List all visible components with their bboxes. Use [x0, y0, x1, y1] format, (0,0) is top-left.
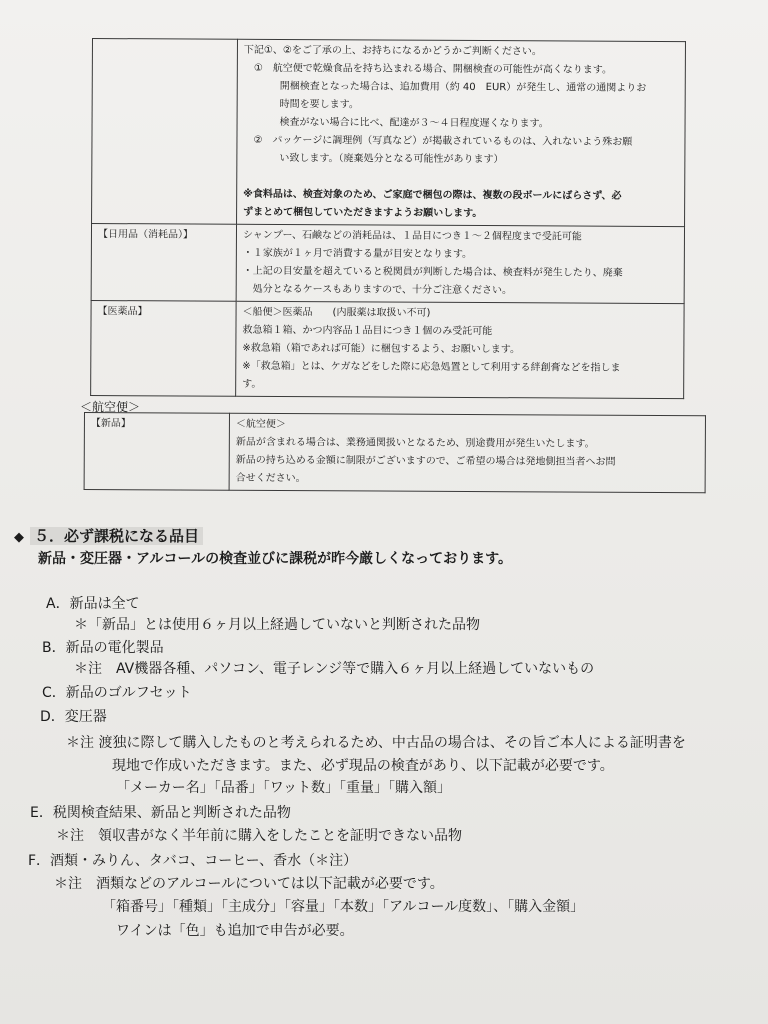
detail-line: ① 航空便で乾燥食品を持ち込まれる場合、開梱検査の可能性が高くなります。: [253, 62, 613, 76]
detail-line: シャンプー、石鹸などの消耗品は、１品目につき１～２個程度まで受託可能: [242, 229, 582, 243]
taxable-item-line: 現地で作成いただきます。また、必ず現品の検査があり、以下記載が必要です。: [112, 758, 614, 774]
detail-line: ＜航空便＞: [235, 418, 286, 431]
detail-line: ※救急箱（箱であれば可能）に梱包するよう、お願いします。: [242, 342, 520, 356]
detail-line: ずまとめて梱包していただきますようお願いします。: [243, 206, 483, 220]
detail-line: ・上記の目安量を超えていると税関員が判断した場合は、検査料が発生したり、廃棄: [242, 265, 623, 279]
detail-line: 合せください。: [235, 472, 306, 485]
taxable-item-line: E．税関検査結果、新品と判断された品物: [30, 805, 291, 821]
taxable-item-line: A．新品は全て: [46, 596, 140, 612]
detail-line: 検査がない場合に比べ、配達が３～４日程度遅くなります。: [279, 116, 549, 130]
taxable-item-line: ＊注 領収書がなく半年前に購入をしたことを証明できない品物: [56, 828, 462, 844]
taxable-item-line: B．新品の電化製品: [42, 640, 164, 656]
detail-line: ＜船便＞医薬品 (内服薬は取扱い不可): [242, 306, 431, 319]
detail-line: い致します。（廃棄処分となる可能性があります）: [279, 152, 504, 166]
detail-line: 処分となるケースもありますので、十分ご注意ください。: [252, 283, 513, 297]
taxable-item-line: 「箱番号」「種類」「主成分」「容量」「本数」「アルコール度数」、「購入金額」: [102, 899, 585, 915]
detail-line: 新品の持ち込める金額に制限がございますので、ご希望の場合は発地側担当者へお問: [235, 454, 616, 468]
category-cell: 【新品】: [84, 413, 229, 491]
taxable-item-line: D．変圧器: [40, 709, 107, 725]
taxable-item-line: ＊「新品」とは使用６ヶ月以上経過していないと判断された品物: [74, 617, 480, 633]
detail-line: ※「救急箱」とは、ケガなどをした際に応急処置として利用する絆創膏などを指しま: [242, 360, 621, 374]
category-cell: 【日用品（消耗品）】: [91, 224, 236, 302]
section-title-text: ５．必ず課税になる品目: [30, 527, 203, 545]
detail-line: ② パッケージに調理例（写真など）が掲載されているものは、入れないよう殊お願: [253, 134, 633, 148]
taxable-item-line: ワインは「色」も追加で申告が必要。: [116, 923, 354, 939]
detail-line: 時間を要します。: [279, 98, 359, 111]
taxable-item-line: 「メーカー名」「品番」「ワット数」「重量」「購入額」: [116, 780, 452, 796]
section-subtitle: 新品・変圧器・アルコールの検査並びに課税が昨今厳しくなっております。: [38, 551, 513, 567]
detail-line: す。: [242, 378, 262, 390]
taxable-item-line: ＊注 酒類などのアルコールについては以下記載が必要です。: [54, 876, 444, 892]
taxable-item-line: C．新品のゴルフセット: [42, 685, 192, 701]
detail-line: ・１家族が１ヶ月で消費する量が目安となります。: [242, 247, 473, 260]
detail-line: ※食料品は、検査対象のため、ご家庭で梱包の際は、複数の段ボールにばらさず、必: [243, 188, 622, 202]
section-title: [14, 525, 203, 546]
taxable-item-line: F．酒類・みりん、タバコ、コーヒー、香水（＊注）: [28, 853, 358, 869]
detail-line: 開梱検査となった場合は、追加費用（約 40 EUR）が発生し、通常の通関よりお: [279, 80, 647, 94]
air-freight-label: ＜航空便＞: [80, 400, 141, 414]
detail-line: 救急箱１箱、かつ内容品１品目につき１個のみ受託可能: [242, 324, 493, 338]
detail-line: 新品が含まれる場合は、業務通関扱いとなるため、別途費用が発生いたします。: [235, 436, 595, 450]
diamond-bullet-icon: ◆: [14, 530, 24, 545]
category-cell: 【医薬品】: [91, 300, 236, 396]
taxable-item-line: ＊注 AV機器各種、パソコン、電子レンジ等で購入６ヶ月以上経過していないもの: [74, 661, 595, 677]
detail-line: 下記①、②をご了承の上、お持ちになるかどうかご判断ください。: [243, 44, 542, 58]
taxable-item-line: ＊注 渡独に際して購入したものと考えられるため、中古品の場合は、その旨ご本人による証明書を: [66, 735, 686, 751]
